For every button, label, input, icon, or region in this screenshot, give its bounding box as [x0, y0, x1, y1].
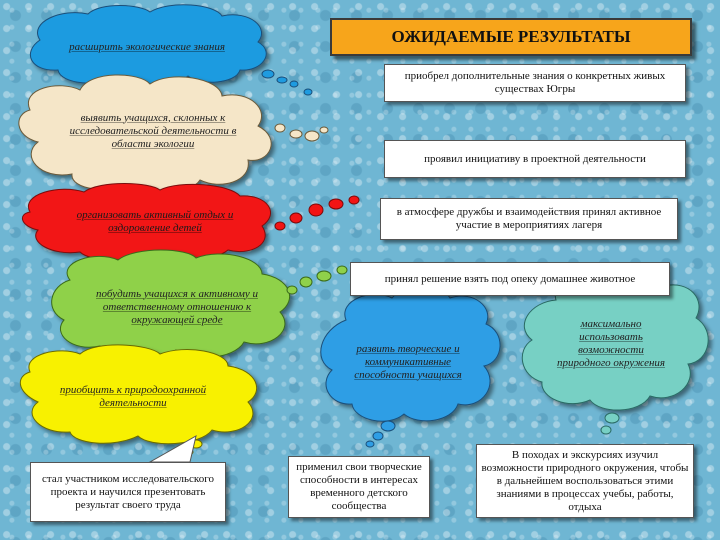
goal-develop-creativity: развить творческие и коммуникативные способности учащихся [354, 342, 462, 381]
page-title: ОЖИДАЕМЫЕ РЕЗУЛЬТАТЫ [330, 18, 692, 56]
thought-bubbles-develop [366, 421, 395, 447]
thought-bubbles-use [601, 413, 619, 434]
thought-bubbles-motivate [287, 266, 347, 294]
result-active-participation: в атмосфере дружбы и взаимодействия принял активное участие в мероприятиях лагеря [380, 198, 678, 240]
thought-bubbles-expand [262, 70, 312, 95]
goal-engage-nature-protection: приобщить к природоохранной деятельности [59, 384, 207, 409]
thought-bubbles-identify [275, 124, 328, 141]
result-explored-nature: В походах и экскурсиях изучил возможности природного окружения, чтобы в дальнейшем воспользоваться этими знаниями в процессах учебы, работы, отдыха [476, 444, 694, 518]
result-additional-knowledge: приобрел дополнительные знания о конкретных живых существах Югры [384, 64, 686, 102]
goal-use-environment: максимально использовать возможности природного окружения [556, 318, 666, 369]
result-creative-abilities: применил свои творческие способности в интересах временного детского сообщества [288, 456, 430, 518]
result-pet-care: принял решение взять под опеку домашнее животное [350, 262, 670, 296]
goal-motivate-attitude: побудить учащихся к активному и ответственному отношению к окружающей среде [96, 287, 258, 326]
goal-identify-students: выявить учащихся, склонных к исследовательской деятельности в области экологии [69, 111, 237, 150]
thought-bubbles-organize [275, 196, 359, 230]
goal-organize-leisure: организовать активный отдых и оздоровление детей [76, 209, 234, 234]
result-research-participant: стал участником исследовательского проекта и научился презентовать результат своего труда [30, 462, 226, 522]
goal-expand-knowledge: расширить экологические знания [69, 40, 225, 53]
result-initiative: проявил инициативу в проектной деятельности [384, 140, 686, 178]
